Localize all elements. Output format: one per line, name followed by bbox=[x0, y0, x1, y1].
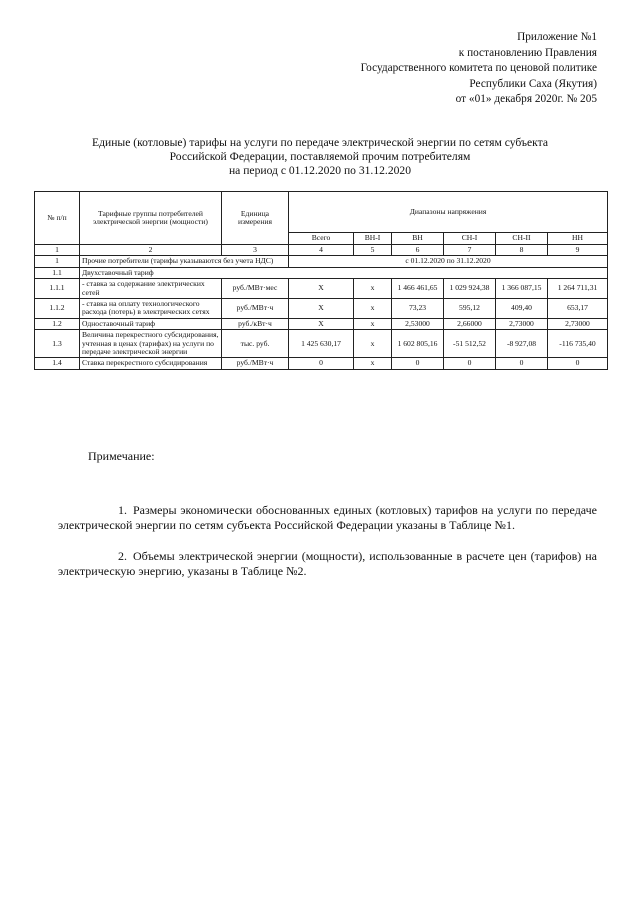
table-row bbox=[35, 318, 608, 329]
row-unit: руб./МВт·ч bbox=[222, 299, 289, 319]
row-label: Одноставочный тариф bbox=[80, 318, 222, 329]
column-number-row bbox=[35, 245, 608, 256]
cell-nn: -116 735,40 bbox=[548, 330, 608, 358]
header-num: № п/п bbox=[35, 192, 80, 245]
column-number: 2 bbox=[80, 245, 222, 256]
subsection-row bbox=[35, 267, 608, 278]
cell-vn: 2,53000 bbox=[392, 318, 444, 329]
note-item bbox=[58, 549, 597, 579]
appendix-line: Республики Саха (Якутия) bbox=[469, 77, 597, 90]
header-total: Всего bbox=[289, 233, 354, 245]
cell-nn: 1 264 711,31 bbox=[548, 279, 608, 299]
appendix-line: Приложение №1 bbox=[517, 31, 597, 43]
document-title bbox=[40, 136, 600, 178]
cell-vn1: х bbox=[354, 279, 392, 299]
row-num: 1.3 bbox=[35, 330, 80, 358]
tariff-table bbox=[34, 191, 608, 370]
row-unit: руб./МВт·мес bbox=[222, 279, 289, 299]
row-label: Двухставочный тариф bbox=[80, 267, 608, 278]
cell-sn1: -51 512,52 bbox=[444, 330, 496, 358]
header-sn2: СН-II bbox=[496, 233, 548, 245]
title-line: на период с 01.12.2020 по 31.12.2020 bbox=[228, 164, 412, 177]
column-number: 5 bbox=[354, 245, 392, 256]
cell-sn2: 1 366 087,15 bbox=[496, 279, 548, 299]
column-number: 4 bbox=[289, 245, 354, 256]
row-label: Величина перекрестного субсидирования, учтенная в ценах (тарифах) на услуги по передаче электрической энергии bbox=[80, 330, 222, 358]
row-num: 1 bbox=[35, 256, 80, 267]
row-unit: руб./кВт·ч bbox=[222, 318, 289, 329]
column-number: 9 bbox=[548, 245, 608, 256]
column-number: 3 bbox=[222, 245, 289, 256]
cell-nn: 2,73000 bbox=[548, 318, 608, 329]
cell-total: Х bbox=[289, 279, 354, 299]
cell-sn2: -8 927,08 bbox=[496, 330, 548, 358]
cell-vn: 73,23 bbox=[392, 299, 444, 319]
appendix-line: к постановлению Правления bbox=[458, 46, 597, 59]
header-vn: ВН bbox=[392, 233, 444, 245]
note-number: 2. bbox=[118, 549, 127, 563]
header-group: Тарифные группы потребителей электрической энергии (мощности) bbox=[80, 192, 222, 245]
note-text: Объемы электрической энергии (мощности), использованные в расчете цен (тарифов) на электрическую энергию, указаны в Таблице №2. bbox=[58, 549, 597, 578]
row-label: - ставка на оплату технологического расхода (потерь) в электрических сетях bbox=[80, 299, 222, 319]
cell-vn: 1 602 805,16 bbox=[392, 330, 444, 358]
cell-sn1: 595,12 bbox=[444, 299, 496, 319]
cell-nn: 0 bbox=[548, 358, 608, 369]
row-num: 1.1 bbox=[35, 267, 80, 278]
cell-total: 1 425 630,17 bbox=[289, 330, 354, 358]
cell-sn2: 0 bbox=[496, 358, 548, 369]
cell-sn1: 0 bbox=[444, 358, 496, 369]
row-unit: тыс. руб. bbox=[222, 330, 289, 358]
row-label: Прочие потребители (тарифы указываются без учета НДС) bbox=[80, 256, 289, 267]
appendix-line: от «01» декабря 2020г. № 205 bbox=[455, 93, 597, 105]
table-row bbox=[35, 279, 608, 299]
cell-vn1: х bbox=[354, 330, 392, 358]
header-unit: Единица измерения bbox=[222, 192, 289, 245]
cell-vn: 1 466 461,65 bbox=[392, 279, 444, 299]
header-vn1: ВН-I bbox=[354, 233, 392, 245]
column-number: 6 bbox=[392, 245, 444, 256]
cell-nn: 653,17 bbox=[548, 299, 608, 319]
cell-sn1: 1 029 924,38 bbox=[444, 279, 496, 299]
row-unit: руб./МВт·ч bbox=[222, 358, 289, 369]
cell-total: Х bbox=[289, 299, 354, 319]
cell-vn1: х bbox=[354, 318, 392, 329]
appendix-line: Государственного комитета по ценовой политике bbox=[360, 62, 597, 74]
table-row bbox=[35, 299, 608, 319]
header-ranges: Диапазоны напряжения bbox=[289, 192, 608, 233]
note-text: Размеры экономически обоснованных единых (котловых) тарифов на услуги по передаче электрической энергии по сетям субъекта Российской Федерации указаны в Таблице №1. bbox=[58, 503, 597, 532]
cell-vn1: х bbox=[354, 358, 392, 369]
section-row bbox=[35, 256, 608, 267]
row-label: - ставка за содержание электрических сетей bbox=[80, 279, 222, 299]
row-num: 1.2 bbox=[35, 318, 80, 329]
column-number: 1 bbox=[35, 245, 80, 256]
note-item bbox=[58, 503, 597, 533]
row-label: Ставка перекрестного субсидирования bbox=[80, 358, 222, 369]
table-row bbox=[35, 358, 608, 369]
note-number: 1. bbox=[118, 503, 127, 517]
column-number: 8 bbox=[496, 245, 548, 256]
column-number: 7 bbox=[444, 245, 496, 256]
title-line: Единые (котловые) тарифы на услуги по передаче электрической энергии по сетям субъекта bbox=[92, 136, 548, 149]
period-cell: с 01.12.2020 по 31.12.2020 bbox=[289, 256, 608, 267]
appendix-block bbox=[361, 30, 597, 108]
cell-total: 0 bbox=[289, 358, 354, 369]
cell-total: Х bbox=[289, 318, 354, 329]
row-num: 1.4 bbox=[35, 358, 80, 369]
cell-sn2: 2,73000 bbox=[496, 318, 548, 329]
row-num: 1.1.1 bbox=[35, 279, 80, 299]
cell-sn1: 2,66000 bbox=[444, 318, 496, 329]
row-num: 1.1.2 bbox=[35, 299, 80, 319]
cell-sn2: 409,40 bbox=[496, 299, 548, 319]
cell-vn: 0 bbox=[392, 358, 444, 369]
table-row bbox=[35, 330, 608, 358]
table-header-row bbox=[35, 192, 608, 233]
header-nn: НН bbox=[548, 233, 608, 245]
notes-title: Примечание: bbox=[88, 449, 155, 463]
header-sn1: СН-I bbox=[444, 233, 496, 245]
title-line: Российской Федерации, поставляемой прочим потребителям bbox=[169, 150, 471, 163]
cell-vn1: х bbox=[354, 299, 392, 319]
